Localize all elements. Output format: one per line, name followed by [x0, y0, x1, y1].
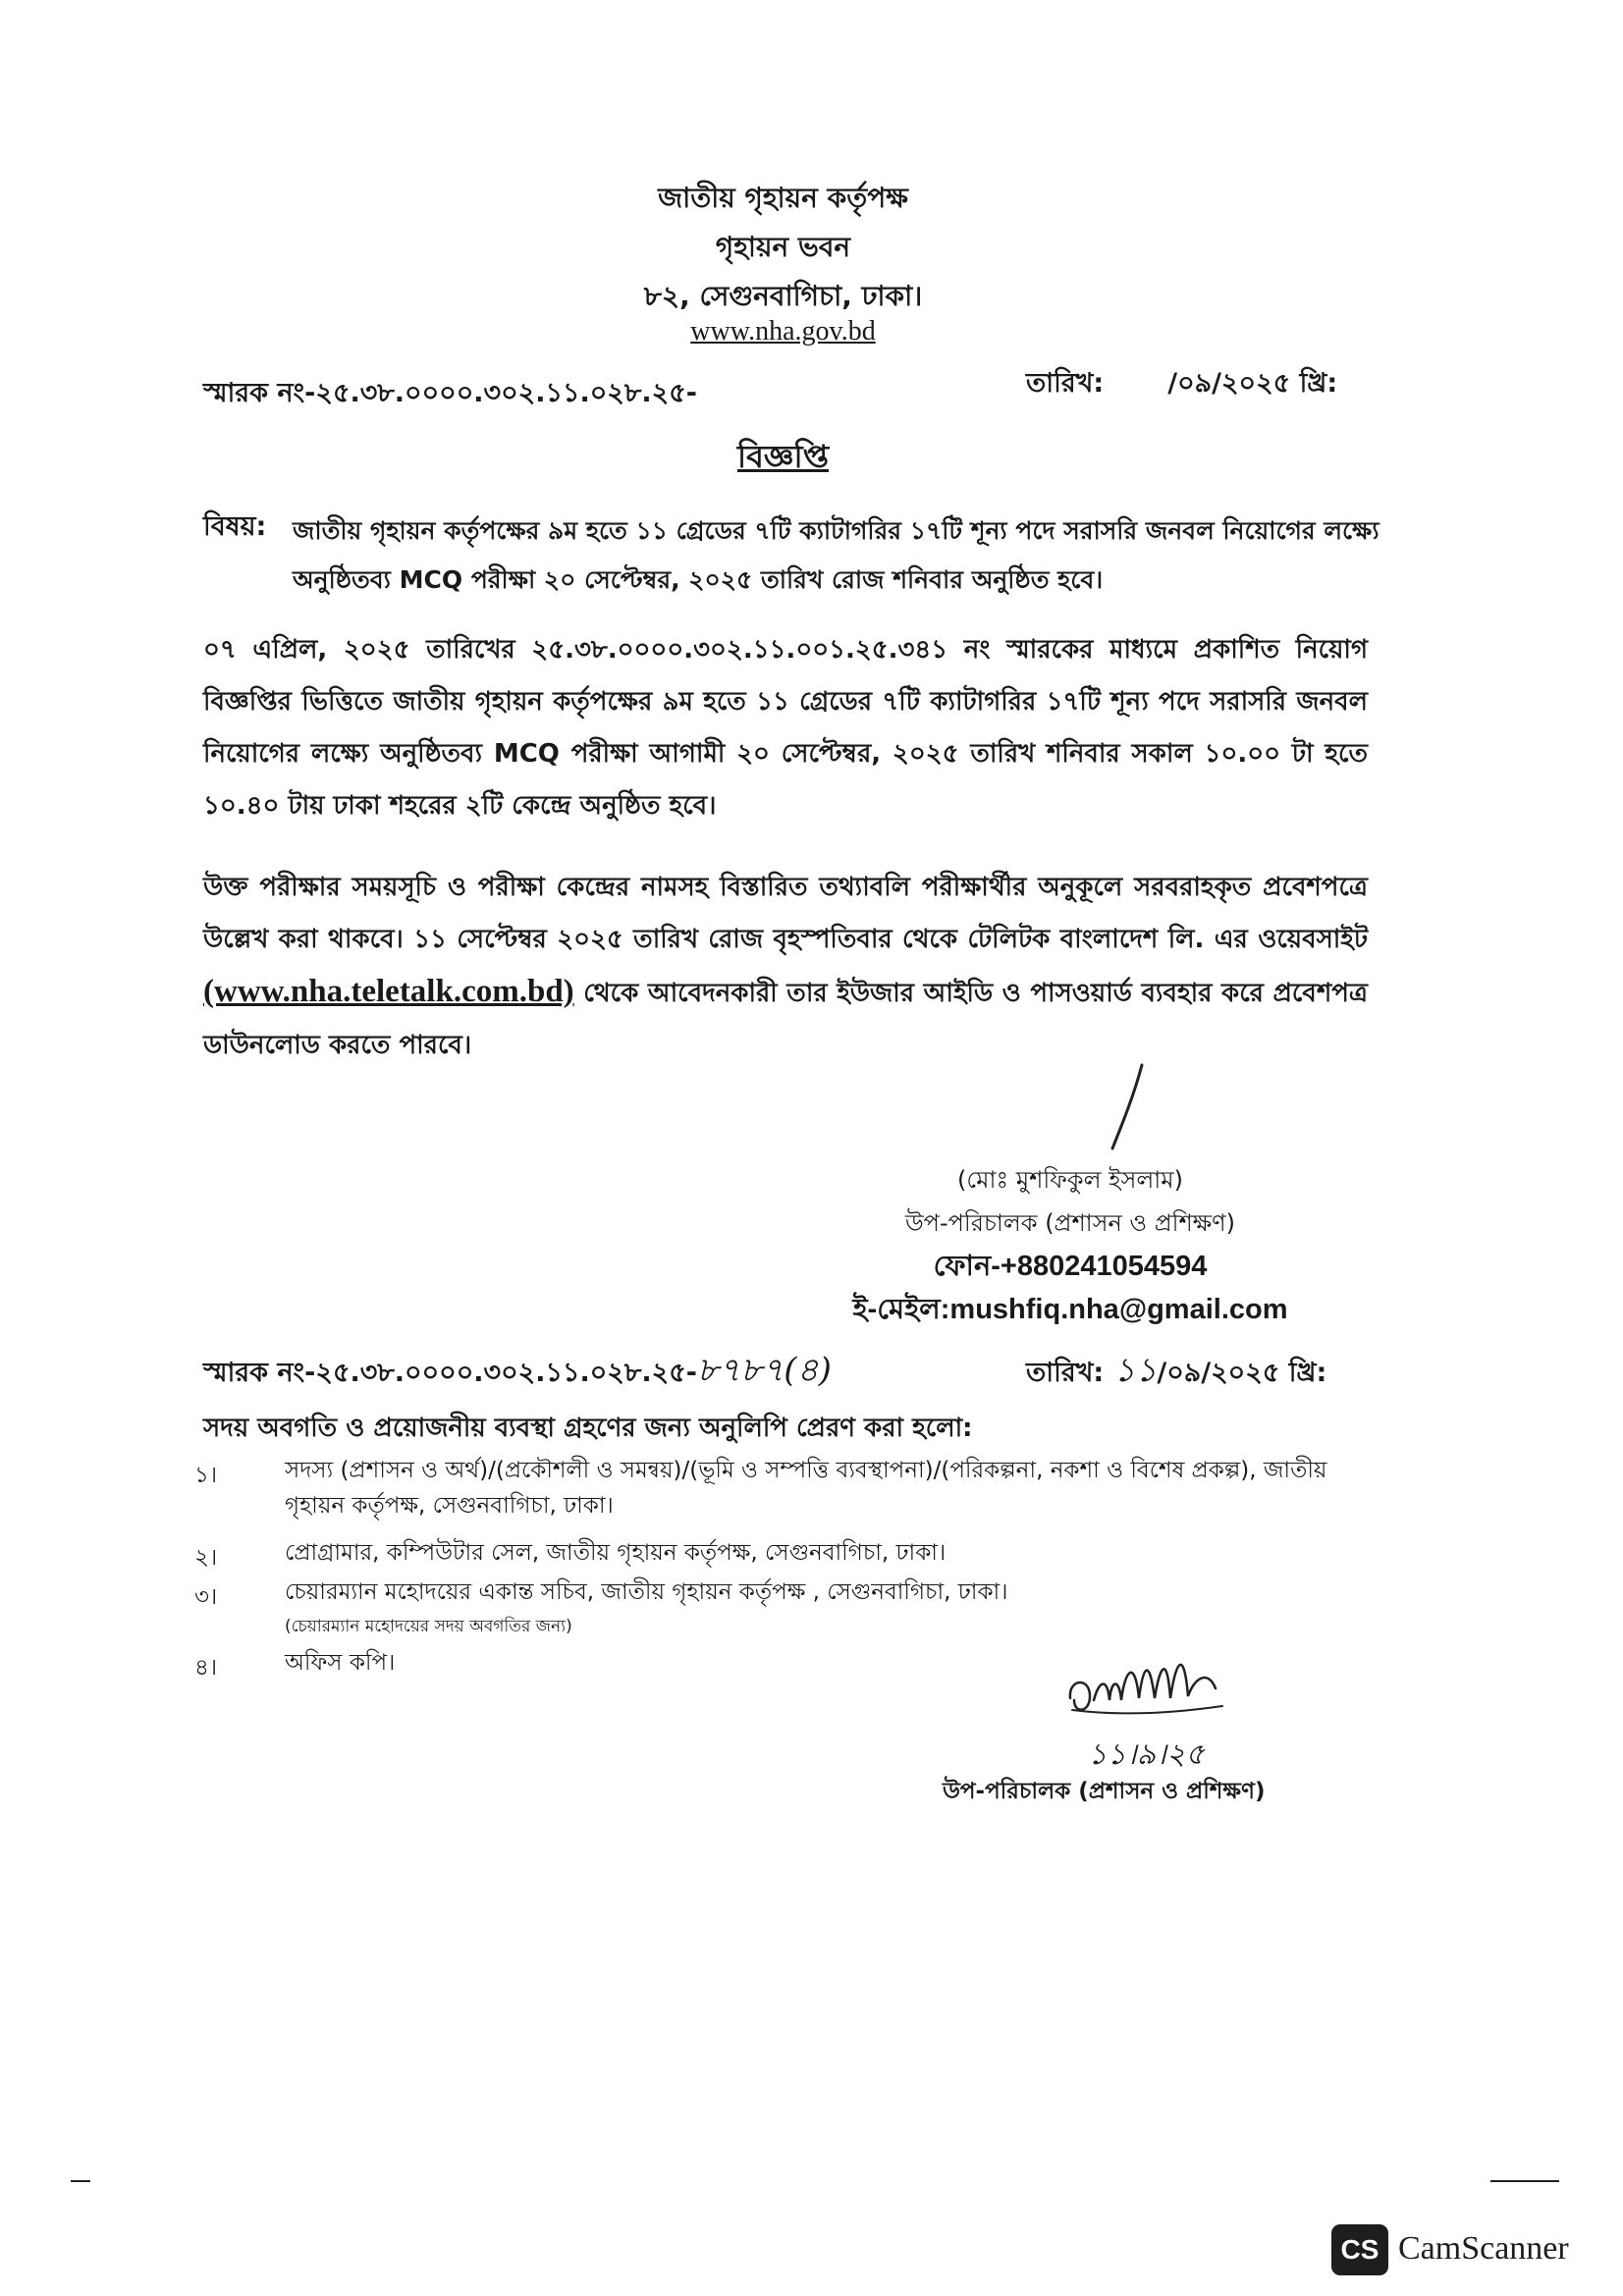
signatory-designation: উপ-পরিচালক (প্রশাসন ও প্রশিক্ষণ) — [904, 1209, 1236, 1237]
date-label: তারিখ: — [1026, 1358, 1105, 1388]
date-label: তারিখ: — [1026, 368, 1105, 399]
scan-edge-mark — [71, 2180, 90, 2182]
signature-stroke — [1105, 1060, 1154, 1153]
date-value: /০৯/২০২৫ খ্রি: — [1167, 368, 1338, 399]
body-paragraph-2 — [203, 862, 1368, 1072]
copy-list-number: ২। — [194, 1545, 218, 1571]
website-link[interactable]: www.nha.gov.bd — [690, 316, 876, 347]
camscanner-logo-icon: CS — [1331, 2224, 1388, 2275]
subject-label: বিষয়: — [203, 511, 267, 542]
copy-list-number: ৪। — [194, 1655, 218, 1681]
subject-line-2: অনুষ্ঠিতব্য MCQ পরীক্ষা ২০ সেপ্টেম্বর, ২০২৫ তারিখ রোজ শনিবার অনুষ্ঠিত হবে। — [293, 565, 1104, 594]
scan-edge-mark — [1490, 2180, 1559, 2182]
second-signature-designation: উপ-পরিচালক (প্রশাসন ও প্রশিক্ষণ) — [943, 1779, 1266, 1804]
copy-list-note: (চেয়ারম্যান মহোদয়ের সদয় অবগতির জন্য) — [285, 1617, 572, 1636]
copy-list-number: ১। — [194, 1463, 218, 1488]
memo-date-top — [1026, 363, 1337, 407]
org-name: জাতীয় গৃহায়ন কর্তৃপক্ষ — [658, 182, 908, 214]
memo-number-top — [203, 373, 697, 417]
memo-label: স্মারক নং- — [203, 1358, 316, 1388]
second-signature-date: ১১।৯।২৫ — [1088, 1737, 1205, 1772]
second-signature-scribble — [1060, 1639, 1237, 1733]
signatory-block — [844, 1158, 1296, 1331]
copy-list-item: অফিস কপি। — [285, 1650, 396, 1676]
signatory-phone: ফোন-+880241054594 — [933, 1251, 1208, 1282]
camscanner-watermark: CamScanner — [1398, 2230, 1569, 2267]
copy-list-item: সদস্য (প্রশাসন ও অর্থ)/(প্রকৌশলী ও সমন্বয়)/(ভূমি ও সম্পত্তি ব্যবস্থাপনা)/(পরিকল্পনা, নকশা ও বিশেষ প্রকল্প), জাতীয় গৃহায়ন কর্তৃপক্ষ, সেগুনবাগিচা, ঢাকা। — [285, 1458, 1327, 1519]
subject-text — [293, 507, 1380, 605]
copy-intro: সদয় অবগতি ও প্রয়োজনীয় ব্যবস্থা গ্রহণের জন্য অনুলিপি প্রেরণ করা হলো: — [203, 1414, 973, 1443]
copy-list-number: ৩। — [194, 1584, 218, 1610]
date-value: /০৯/২০২৫ খ্রি: — [1157, 1358, 1327, 1388]
memo-date-bottom — [1026, 1345, 1326, 1401]
copy-list-item: প্রোগ্রামার, কম্পিউটার সেল, জাতীয় গৃহায়ন কর্তৃপক্ষ, সেগুনবাগিচা, ঢাকা। — [285, 1540, 947, 1566]
handwritten-date: ১১ — [1113, 1351, 1158, 1390]
notice-title: বিজ্ঞপ্তি — [736, 438, 830, 475]
body-paragraph-1: ০৭ এপ্রিল, ২০২৫ তারিখের ২৫.৩৮.০০০০.৩০২.১১.০০১.২৫.৩৪১ নং স্মারকের মাধ্যমে প্রকাশিত নিয়োগ বিজ্ঞপ্তির ভিত্তিতে জাতীয় গৃহায়ন কর্তৃপক্ষের ৯ম হতে ১১ গ্রেডের ৭টি ক্যাটাগরির ১৭টি শূন্য পদে সরাসরি জনবল নিয়োগের লক্ষ্যে অনুষ্ঠিতব্য MCQ পরীক্ষা আগামী ২০ সেপ্টেম্বর, ২০২৫ তারিখ শনিবার সকাল ১০.০০ টা হতে ১০.৪০ টায় ঢাকা শহরের ২টি কেন্দ্রে অনুষ্ঠিত হবে। — [203, 635, 1368, 821]
address: ৮২, সেগুনবাগিচা, ঢাকা। — [643, 280, 923, 312]
memo-number-bottom — [203, 1345, 832, 1401]
teletalk-url[interactable]: (www.nha.teletalk.com.bd) — [203, 974, 574, 1009]
memo-label: স্মারক নং- — [203, 378, 316, 408]
copy-list-item: চেয়ারম্যান মহোদয়ের একান্ত সচিব, জাতীয় গৃহায়ন কর্তৃপক্ষ , সেগুনবাগিচা, ঢাকা। — [285, 1579, 1008, 1605]
memo-value: ২৫.৩৮.০০০০.৩০২.১১.০২৮.২৫- — [315, 1358, 697, 1388]
paragraph-2-part-1: উক্ত পরীক্ষার সময়সূচি ও পরীক্ষা কেন্দ্রের নামসহ বিস্তারিত তথ্যাবলি পরীক্ষার্থীর অনুকূলে সরবরাহকৃত প্রবেশপত্রে উল্লেখ করা থাকবে। ১১ সেপ্টেম্বর ২০২৫ তারিখ রোজ বৃহস্পতিবার থেকে টেলিটক বাংলাদেশ লি. এর ওয়েবসাইট — [203, 873, 1368, 954]
subject-line-1: জাতীয় গৃহায়ন কর্তৃপক্ষের ৯ম হতে ১১ গ্রেডের ৭টি ক্যাটাগরির ১৭টি শূন্য পদে সরাসরি জনবল নিয়োগের লক্ষ্যে — [293, 516, 1380, 545]
building-name: গৃহায়ন ভবন — [715, 231, 851, 263]
paragraph-2-part-2: থেকে আবেদনকারী তার ইউজার আইডি ও পাসওয়ার্ড ব্যবহার করে প্রবেশপত্র ডাউনলোড করতে পারবে। — [203, 979, 1368, 1060]
signatory-name: (মোঃ মুশফিকুল ইসলাম) — [957, 1166, 1183, 1194]
handwritten-memo-number: ৮৭৮৭(৪) — [696, 1351, 832, 1390]
signatory-email: ই-মেইল:mushfiq.nha@gmail.com — [852, 1294, 1288, 1325]
memo-value: ২৫.৩৮.০০০০.৩০২.১১.০২৮.২৫- — [315, 378, 697, 408]
